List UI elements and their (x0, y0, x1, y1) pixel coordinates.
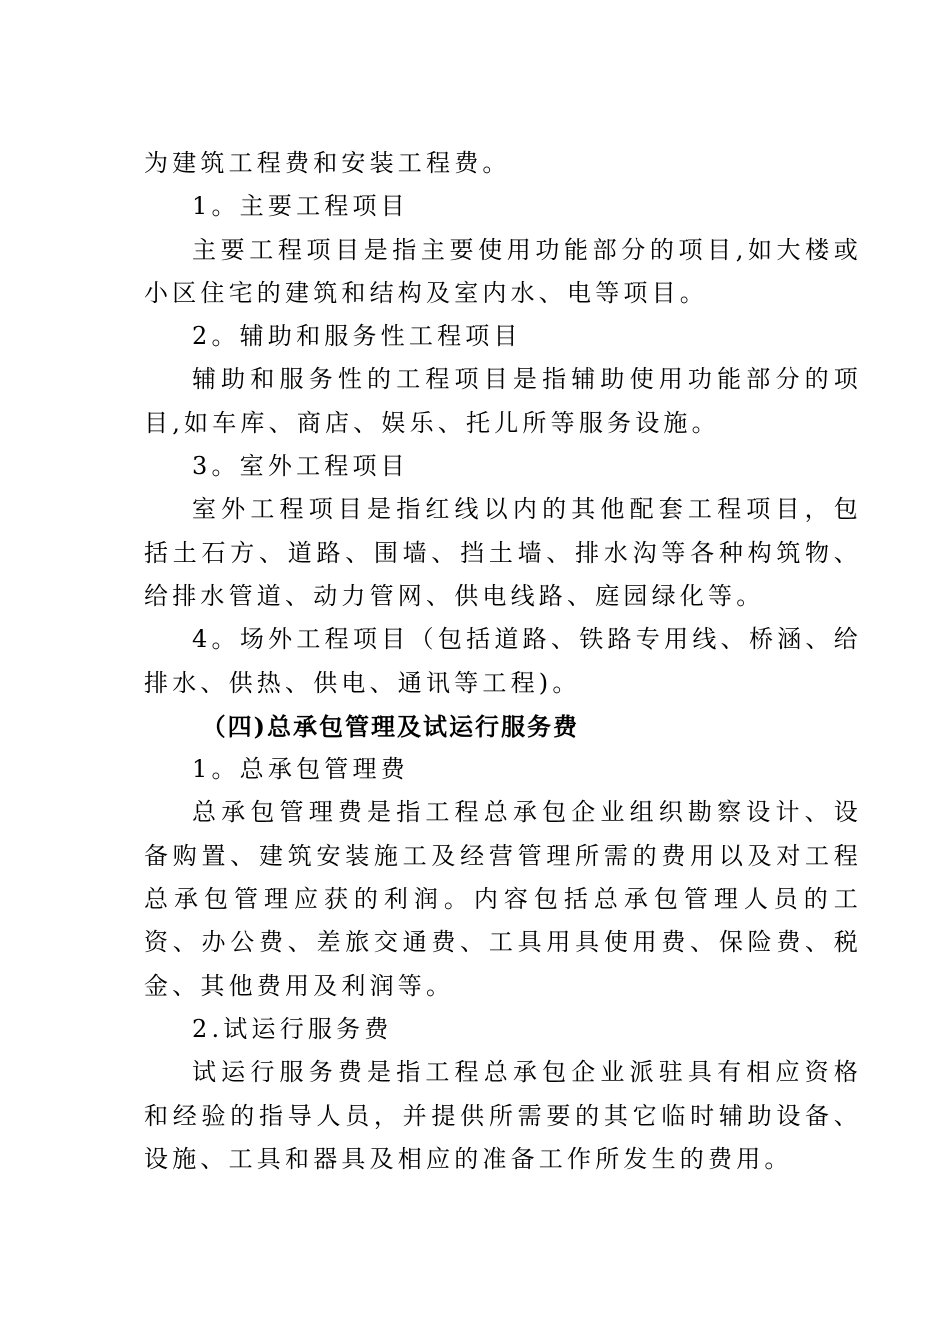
paragraph-trial-run-fee: 试运行服务费是指工程总承包企业派驻具有相应资格和经验的指导人员，并提供所需要的其它临时辅助设备、设施、工具和器具及相应的准备工作所发生的费用。 (144, 1058, 862, 1173)
item-heading-management-fee: 1。总承包管理费 (192, 755, 409, 784)
item-heading-3: 3。室外工程项目 (192, 452, 409, 481)
paragraph-continuation: 为建筑工程费和安装工程费。 (144, 149, 511, 177)
section-heading: （四)总承包管理及试运行服务费 (201, 711, 579, 741)
paragraph-management-fee: 总承包管理费是指工程总承包企业组织勘察设计、设备购置、建筑安装施工及经营管理所需的费用以及对工程总承包管理应获的利润。内容包括总承包管理人员的工资、办公费、差旅交通费、工具用具使用费、保险费、税金、其他费用及利润等。 (144, 798, 862, 1000)
document-body (144, 142, 862, 1181)
item-heading-4: 4。场外工程项目（包括道路、铁路专用线、桥涵、给排水、供热、供电、通讯等工程)。 (144, 625, 862, 697)
item-heading-1: 1。主要工程项目 (192, 192, 409, 221)
item-heading-trial-run-fee: 2.试运行服务费 (192, 1014, 393, 1043)
paragraph-outdoor-projects: 室外工程项目是指红线以内的其他配套工程项目，包括土石方、道路、围墙、挡土墙、排水沟等各种构筑物、给排水管道、动力管网、供电线路、庭园绿化等。 (144, 495, 862, 610)
paragraph-auxiliary-projects: 辅助和服务性的工程项目是指辅助使用功能部分的项目,如车库、商店、娱乐、托儿所等服务设施。 (144, 365, 862, 437)
paragraph-main-projects: 主要工程项目是指主要使用功能部分的项目,如大楼或小区住宅的建筑和结构及室内水、电等项目。 (144, 235, 862, 307)
item-heading-2: 2。辅助和服务性工程项目 (192, 322, 522, 351)
